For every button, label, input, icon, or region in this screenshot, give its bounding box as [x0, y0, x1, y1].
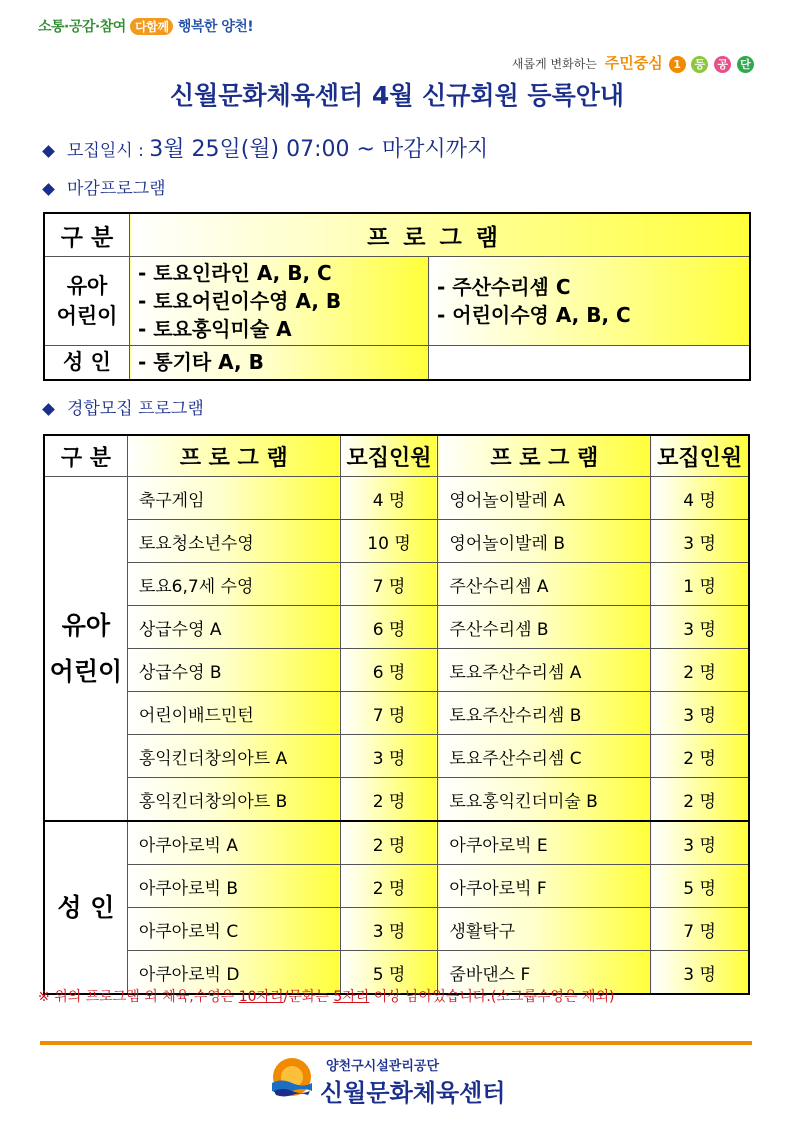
footer	[270, 1055, 570, 1105]
program-cell: 상급수영 A	[127, 606, 340, 649]
program-cell: 홍익킨더창의아트 B	[127, 778, 340, 822]
category-cell: 유아 어린이	[44, 477, 127, 822]
diamond-bullet-icon	[42, 403, 55, 416]
table-row	[44, 821, 749, 865]
brand-circle-3: 공	[714, 56, 731, 73]
count-cell: 4 명	[340, 477, 438, 520]
col-header-program-right: 프 로 그 램	[438, 435, 651, 477]
closing-header-category: 구 분	[44, 213, 130, 257]
program-cell: 상급수영 B	[127, 649, 340, 692]
brand-caption: 새롭게 변화하는	[511, 57, 597, 71]
recruit-date-value: 3월 25일(월) 07:00 ~ 마감시까지	[149, 137, 489, 162]
list-item: - 주산수리셈 C	[437, 275, 571, 299]
count-cell: 7 명	[651, 908, 749, 951]
program-cell: 축구게임	[127, 477, 340, 520]
count-cell: 3 명	[651, 821, 749, 865]
closing-category-adult: 성 인	[44, 346, 130, 380]
brand-slogan	[512, 52, 754, 73]
count-cell: 5 명	[651, 865, 749, 908]
closing-programs-adult-right	[429, 346, 751, 380]
program-cell: 아쿠아로빅 E	[438, 821, 651, 865]
page-title: 신월문화체육센터 4월 신규회원 등록안내	[169, 81, 625, 110]
slogan-pill: 다함께	[130, 18, 173, 35]
closing-programs-table	[43, 212, 751, 381]
count-cell: 2 명	[340, 778, 438, 822]
competitive-programs-table	[43, 434, 750, 995]
count-cell: 6 명	[340, 606, 438, 649]
table-row	[44, 563, 749, 606]
count-cell: 1 명	[651, 563, 749, 606]
diamond-bullet-icon	[42, 145, 55, 158]
table-row	[44, 606, 749, 649]
closing-section-label: 마감프로그램	[40, 174, 166, 199]
center-logo-icon	[270, 1057, 314, 1101]
closing-header-program: 프로그램	[130, 213, 751, 257]
recruit-date-label: 모집일시 :	[67, 141, 144, 161]
count-cell: 3 명	[651, 606, 749, 649]
program-cell: 아쿠아로빅 A	[127, 821, 340, 865]
table-row	[44, 778, 749, 822]
list-item: - 통기타 A, B	[138, 350, 264, 375]
footnote: ※ 위의 프로그램 외 체육,수영은 10자리/문화는 5자리 이상 남아있습니다.(소그룹수영은 제외)	[38, 989, 615, 1005]
table-row	[44, 735, 749, 778]
program-cell: 생활탁구	[438, 908, 651, 951]
table-row	[44, 520, 749, 563]
list-item: - 어린이수영 A, B, C	[437, 303, 631, 327]
count-cell: 3 명	[651, 951, 749, 995]
brand-circle-1: 1	[669, 56, 686, 73]
count-cell: 3 명	[651, 520, 749, 563]
closing-programs-right	[429, 257, 751, 346]
count-cell: 2 명	[651, 735, 749, 778]
table-row	[44, 865, 749, 908]
list-item: - 토요인라인 A, B, C	[138, 261, 332, 285]
brand-circle-2: 등	[691, 56, 708, 73]
count-cell: 6 명	[340, 649, 438, 692]
col-header-count-right: 모집인원	[651, 435, 749, 477]
count-cell: 5 명	[340, 951, 438, 995]
program-cell: 홍익킨더창의아트 A	[127, 735, 340, 778]
program-cell: 영어놀이발레 B	[438, 520, 651, 563]
closing-programs-adult-left	[130, 346, 429, 380]
program-cell: 토요청소년수영	[127, 520, 340, 563]
col-header-program-left: 프 로 그 램	[127, 435, 340, 477]
brand-circle-4: 단	[737, 56, 754, 73]
table-row	[44, 649, 749, 692]
program-cell: 토요주산수리셈 C	[438, 735, 651, 778]
count-cell: 3 명	[340, 735, 438, 778]
program-cell: 아쿠아로빅 F	[438, 865, 651, 908]
competitive-section-label: 경합모집 프로그램	[40, 394, 204, 419]
count-cell: 2 명	[340, 821, 438, 865]
count-cell: 3 명	[651, 692, 749, 735]
count-cell: 2 명	[651, 778, 749, 822]
count-cell: 3 명	[340, 908, 438, 951]
program-cell: 토요주산수리셈 A	[438, 649, 651, 692]
list-item: - 토요어린이수영 A, B	[138, 289, 342, 313]
program-cell: 어린이배드민턴	[127, 692, 340, 735]
brand-main: 주민중심	[604, 54, 663, 72]
footer-divider	[40, 1041, 752, 1045]
table-row	[44, 477, 749, 520]
closing-category-child: 유아 어린이	[44, 257, 130, 346]
slogan-suffix: 행복한 양천!	[177, 19, 254, 35]
slogan-prefix: 소통·공감·참여	[38, 19, 126, 35]
program-cell: 주산수리셈 B	[438, 606, 651, 649]
program-cell: 토요홍익킨더미술 B	[438, 778, 651, 822]
col-header-category: 구 분	[44, 435, 127, 477]
program-cell: 영어놀이발레 A	[438, 477, 651, 520]
program-cell: 아쿠아로빅 C	[127, 908, 340, 951]
footer-org: 양천구시설관리공단	[326, 1059, 440, 1074]
count-cell: 2 명	[340, 865, 438, 908]
col-header-count-left: 모집인원	[340, 435, 438, 477]
count-cell: 4 명	[651, 477, 749, 520]
program-cell: 아쿠아로빅 B	[127, 865, 340, 908]
program-cell: 주산수리셈 A	[438, 563, 651, 606]
program-cell: 줌바댄스 F	[438, 951, 651, 995]
table-row	[44, 692, 749, 735]
diamond-bullet-icon	[42, 183, 55, 196]
list-item: - 토요홍익미술 A	[138, 317, 292, 341]
count-cell: 7 명	[340, 563, 438, 606]
category-cell: 성 인	[44, 821, 127, 994]
program-cell: 토요주산수리셈 B	[438, 692, 651, 735]
program-cell: 아쿠아로빅 D	[127, 951, 340, 995]
recruit-date-line	[40, 132, 488, 163]
program-cell: 토요6,7세 수영	[127, 563, 340, 606]
count-cell: 2 명	[651, 649, 749, 692]
table-row	[44, 908, 749, 951]
count-cell: 7 명	[340, 692, 438, 735]
count-cell: 10 명	[340, 520, 438, 563]
closing-programs-left	[130, 257, 429, 346]
footer-center-name: 신월문화체육센터	[320, 1079, 506, 1107]
top-slogan	[38, 16, 253, 36]
